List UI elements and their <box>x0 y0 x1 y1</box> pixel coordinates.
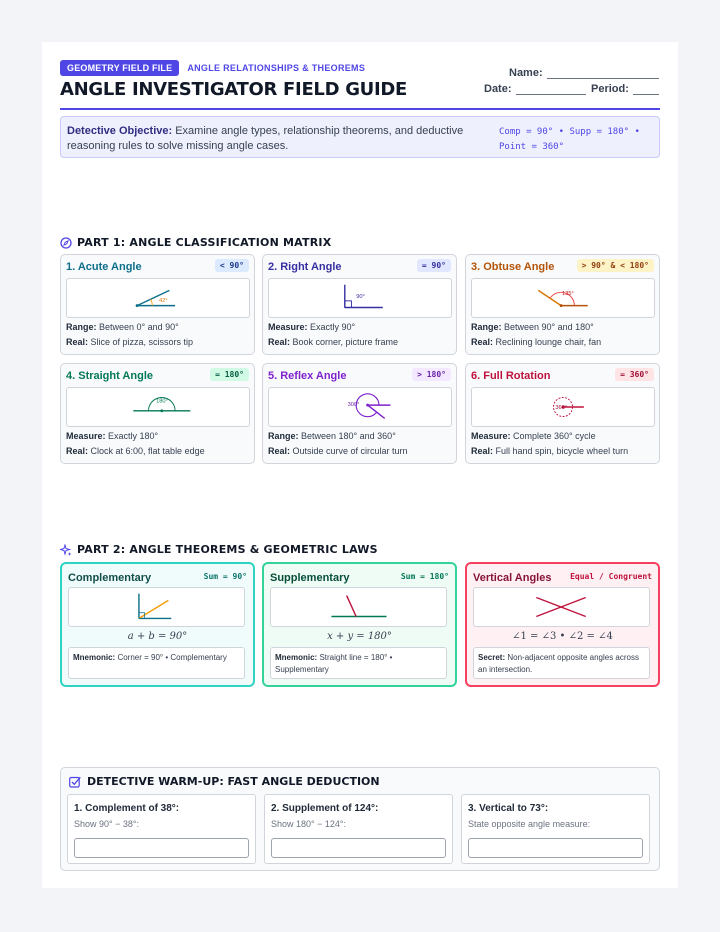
range-value: Between 0° and 90° <box>96 322 179 332</box>
question-text: 2. Supplement of 124°: <box>271 803 379 814</box>
measure-line <box>268 322 355 332</box>
part2-heading <box>60 543 378 556</box>
date-label: Date: <box>484 83 512 95</box>
complementary-figure <box>68 587 245 627</box>
question-3 <box>461 794 650 864</box>
part1-heading <box>60 236 331 249</box>
range-value: Between 90° and 180° <box>501 322 594 332</box>
card-acute-angle <box>60 254 255 355</box>
figure-label: 42° <box>158 297 168 304</box>
measure-line <box>66 431 158 441</box>
obtuse-figure <box>471 278 655 318</box>
question-1 <box>67 794 256 864</box>
figure-label: 360° <box>555 404 568 411</box>
measure-value: Complete 360° cycle <box>510 431 596 441</box>
objective-body: Examine angle types, relationship theorems, and deductive reasoning rules to solve missing angle cases. <box>67 125 464 152</box>
header-rule <box>60 108 660 110</box>
measure-badge: > 90° & < 180° <box>577 259 654 272</box>
figure-label: 300° <box>347 402 360 409</box>
objective-box <box>60 116 660 158</box>
date-field[interactable] <box>484 83 586 95</box>
warmup-title: DETECTIVE WARM-UP: FAST ANGLE DEDUCTION <box>87 775 380 788</box>
period-field[interactable] <box>591 83 659 95</box>
card-vertical-angles <box>465 562 660 687</box>
real-line <box>66 337 193 347</box>
answer-input[interactable] <box>74 838 249 858</box>
period-line[interactable] <box>633 85 659 95</box>
real-line <box>471 446 628 456</box>
full-rotation-figure <box>471 387 655 427</box>
note-key: Secret: <box>478 653 506 662</box>
warmup-section <box>60 767 660 871</box>
theorem-equation: x + y = 180° <box>327 631 392 642</box>
theorem-equation: a + b = 90° <box>127 631 188 642</box>
note-value: Corner = 90° • Complementary <box>115 653 227 662</box>
note-key: Mnemonic: <box>73 653 116 662</box>
card-title: 6. Full Rotation <box>471 370 551 382</box>
question-hint: Show 90° − 38°: <box>74 819 139 829</box>
card-title: 5. Reflex Angle <box>268 370 347 382</box>
question-2 <box>264 794 453 864</box>
real-key: Real: <box>268 337 291 347</box>
card-straight-angle <box>60 363 255 464</box>
objective-label: Detective Objective: <box>67 125 173 137</box>
theorem-title: Supplementary <box>270 572 350 584</box>
worksheet <box>42 42 678 888</box>
range-line <box>66 322 179 332</box>
acute-figure <box>66 278 250 318</box>
question-text: 1. Complement of 38°: <box>74 803 180 814</box>
note-value: Non-adjacent opposite angles across an intersection. <box>478 653 639 674</box>
theorem-note <box>68 647 245 679</box>
measure-line <box>471 431 596 441</box>
name-label: Name: <box>509 67 543 79</box>
measure-key: Measure: <box>268 322 308 332</box>
theorem-note <box>270 647 447 679</box>
card-title: 1. Acute Angle <box>66 261 142 273</box>
range-key: Range: <box>66 322 97 332</box>
range-key: Range: <box>268 431 299 441</box>
measure-key: Measure: <box>66 431 106 441</box>
measure-key: Measure: <box>471 431 511 441</box>
note-value: Straight line = 180° • Supplementary <box>275 653 393 674</box>
measure-value: Exactly 90° <box>307 322 356 332</box>
part1-title: PART 1: ANGLE CLASSIFICATION MATRIX <box>77 236 332 249</box>
question-hint: Show 180° − 124°: <box>271 819 347 829</box>
page-title: ANGLE INVESTIGATOR FIELD GUIDE <box>60 79 408 100</box>
measure-value: Exactly 180° <box>105 431 159 441</box>
real-line <box>66 446 205 456</box>
measure-badge: = 90° <box>417 259 451 272</box>
real-key: Real: <box>268 446 291 456</box>
straight-figure <box>66 387 250 427</box>
measure-badge: = 360° <box>615 368 654 381</box>
name-field[interactable] <box>509 67 659 79</box>
real-key: Real: <box>471 446 494 456</box>
name-line[interactable] <box>547 69 659 79</box>
range-line <box>268 431 396 441</box>
real-value: Clock at 6:00, flat table edge <box>88 446 205 456</box>
real-line <box>471 337 601 347</box>
card-title: 2. Right Angle <box>268 261 342 273</box>
card-title: 4. Straight Angle <box>66 370 153 382</box>
range-line <box>471 322 594 332</box>
real-key: Real: <box>66 446 89 456</box>
card-complementary <box>60 562 255 687</box>
real-line <box>268 446 408 456</box>
real-value: Outside curve of circular turn <box>290 446 408 456</box>
real-key: Real: <box>66 337 89 347</box>
card-title: 3. Obtuse Angle <box>471 261 555 273</box>
compass-icon <box>60 237 72 249</box>
card-reflex-angle <box>262 363 457 464</box>
part2-title: PART 2: ANGLE THEOREMS & GEOMETRIC LAWS <box>77 543 378 556</box>
date-line[interactable] <box>516 85 586 95</box>
reflex-figure <box>268 387 452 427</box>
warmup-heading <box>69 775 380 788</box>
real-value: Slice of pizza, scissors tip <box>88 337 194 347</box>
measure-badge: < 90° <box>215 259 249 272</box>
topic-tag: ANGLE RELATIONSHIPS & THEOREMS <box>187 63 366 73</box>
figure-label: 180° <box>156 398 168 405</box>
header-tags <box>60 60 365 76</box>
question-text: 3. Vertical to 73°: <box>468 803 549 814</box>
figure-label: 135° <box>562 291 574 298</box>
card-full-rotation <box>465 363 660 464</box>
theorem-badge: Sum = 180° <box>400 572 449 581</box>
period-label: Period: <box>591 83 629 95</box>
file-tag: GEOMETRY FIELD FILE <box>60 60 179 76</box>
real-value: Full hand spin, bicycle wheel turn <box>493 446 629 456</box>
real-line <box>268 337 398 347</box>
vertical-angles-figure <box>473 587 650 627</box>
card-obtuse-angle <box>465 254 660 355</box>
question-hint: State opposite angle measure: <box>468 819 591 829</box>
real-value: Reclining lounge chair, fan <box>493 337 602 347</box>
range-key: Range: <box>471 322 502 332</box>
key-formulas: Comp = 90° • Supp = 180° • Point = 360° <box>499 127 640 152</box>
theorem-equation: ∠1 = ∠3 • ∠2 = ∠4 <box>512 631 613 642</box>
card-right-angle <box>262 254 457 355</box>
theorem-badge: Sum = 90° <box>203 572 247 581</box>
theorem-badge: Equal / Congruent <box>570 572 652 581</box>
measure-badge: = 180° <box>210 368 249 381</box>
measure-badge: > 180° <box>412 368 451 381</box>
checkbox-icon <box>69 776 81 788</box>
theorem-title: Complementary <box>68 572 152 584</box>
range-value: Between 180° and 360° <box>298 431 396 441</box>
right-figure <box>268 278 452 318</box>
note-key: Mnemonic: <box>275 653 318 662</box>
objective-text <box>67 124 487 154</box>
real-key: Real: <box>471 337 494 347</box>
real-value: Book corner, picture frame <box>290 337 399 347</box>
sparkle-icon <box>60 544 72 556</box>
supplementary-figure <box>270 587 447 627</box>
answer-input[interactable] <box>271 838 446 858</box>
theorem-title: Vertical Angles <box>473 572 552 584</box>
card-supplementary <box>262 562 457 687</box>
figure-label: 90° <box>356 294 365 300</box>
theorem-note <box>473 647 650 679</box>
answer-input[interactable] <box>468 838 643 858</box>
